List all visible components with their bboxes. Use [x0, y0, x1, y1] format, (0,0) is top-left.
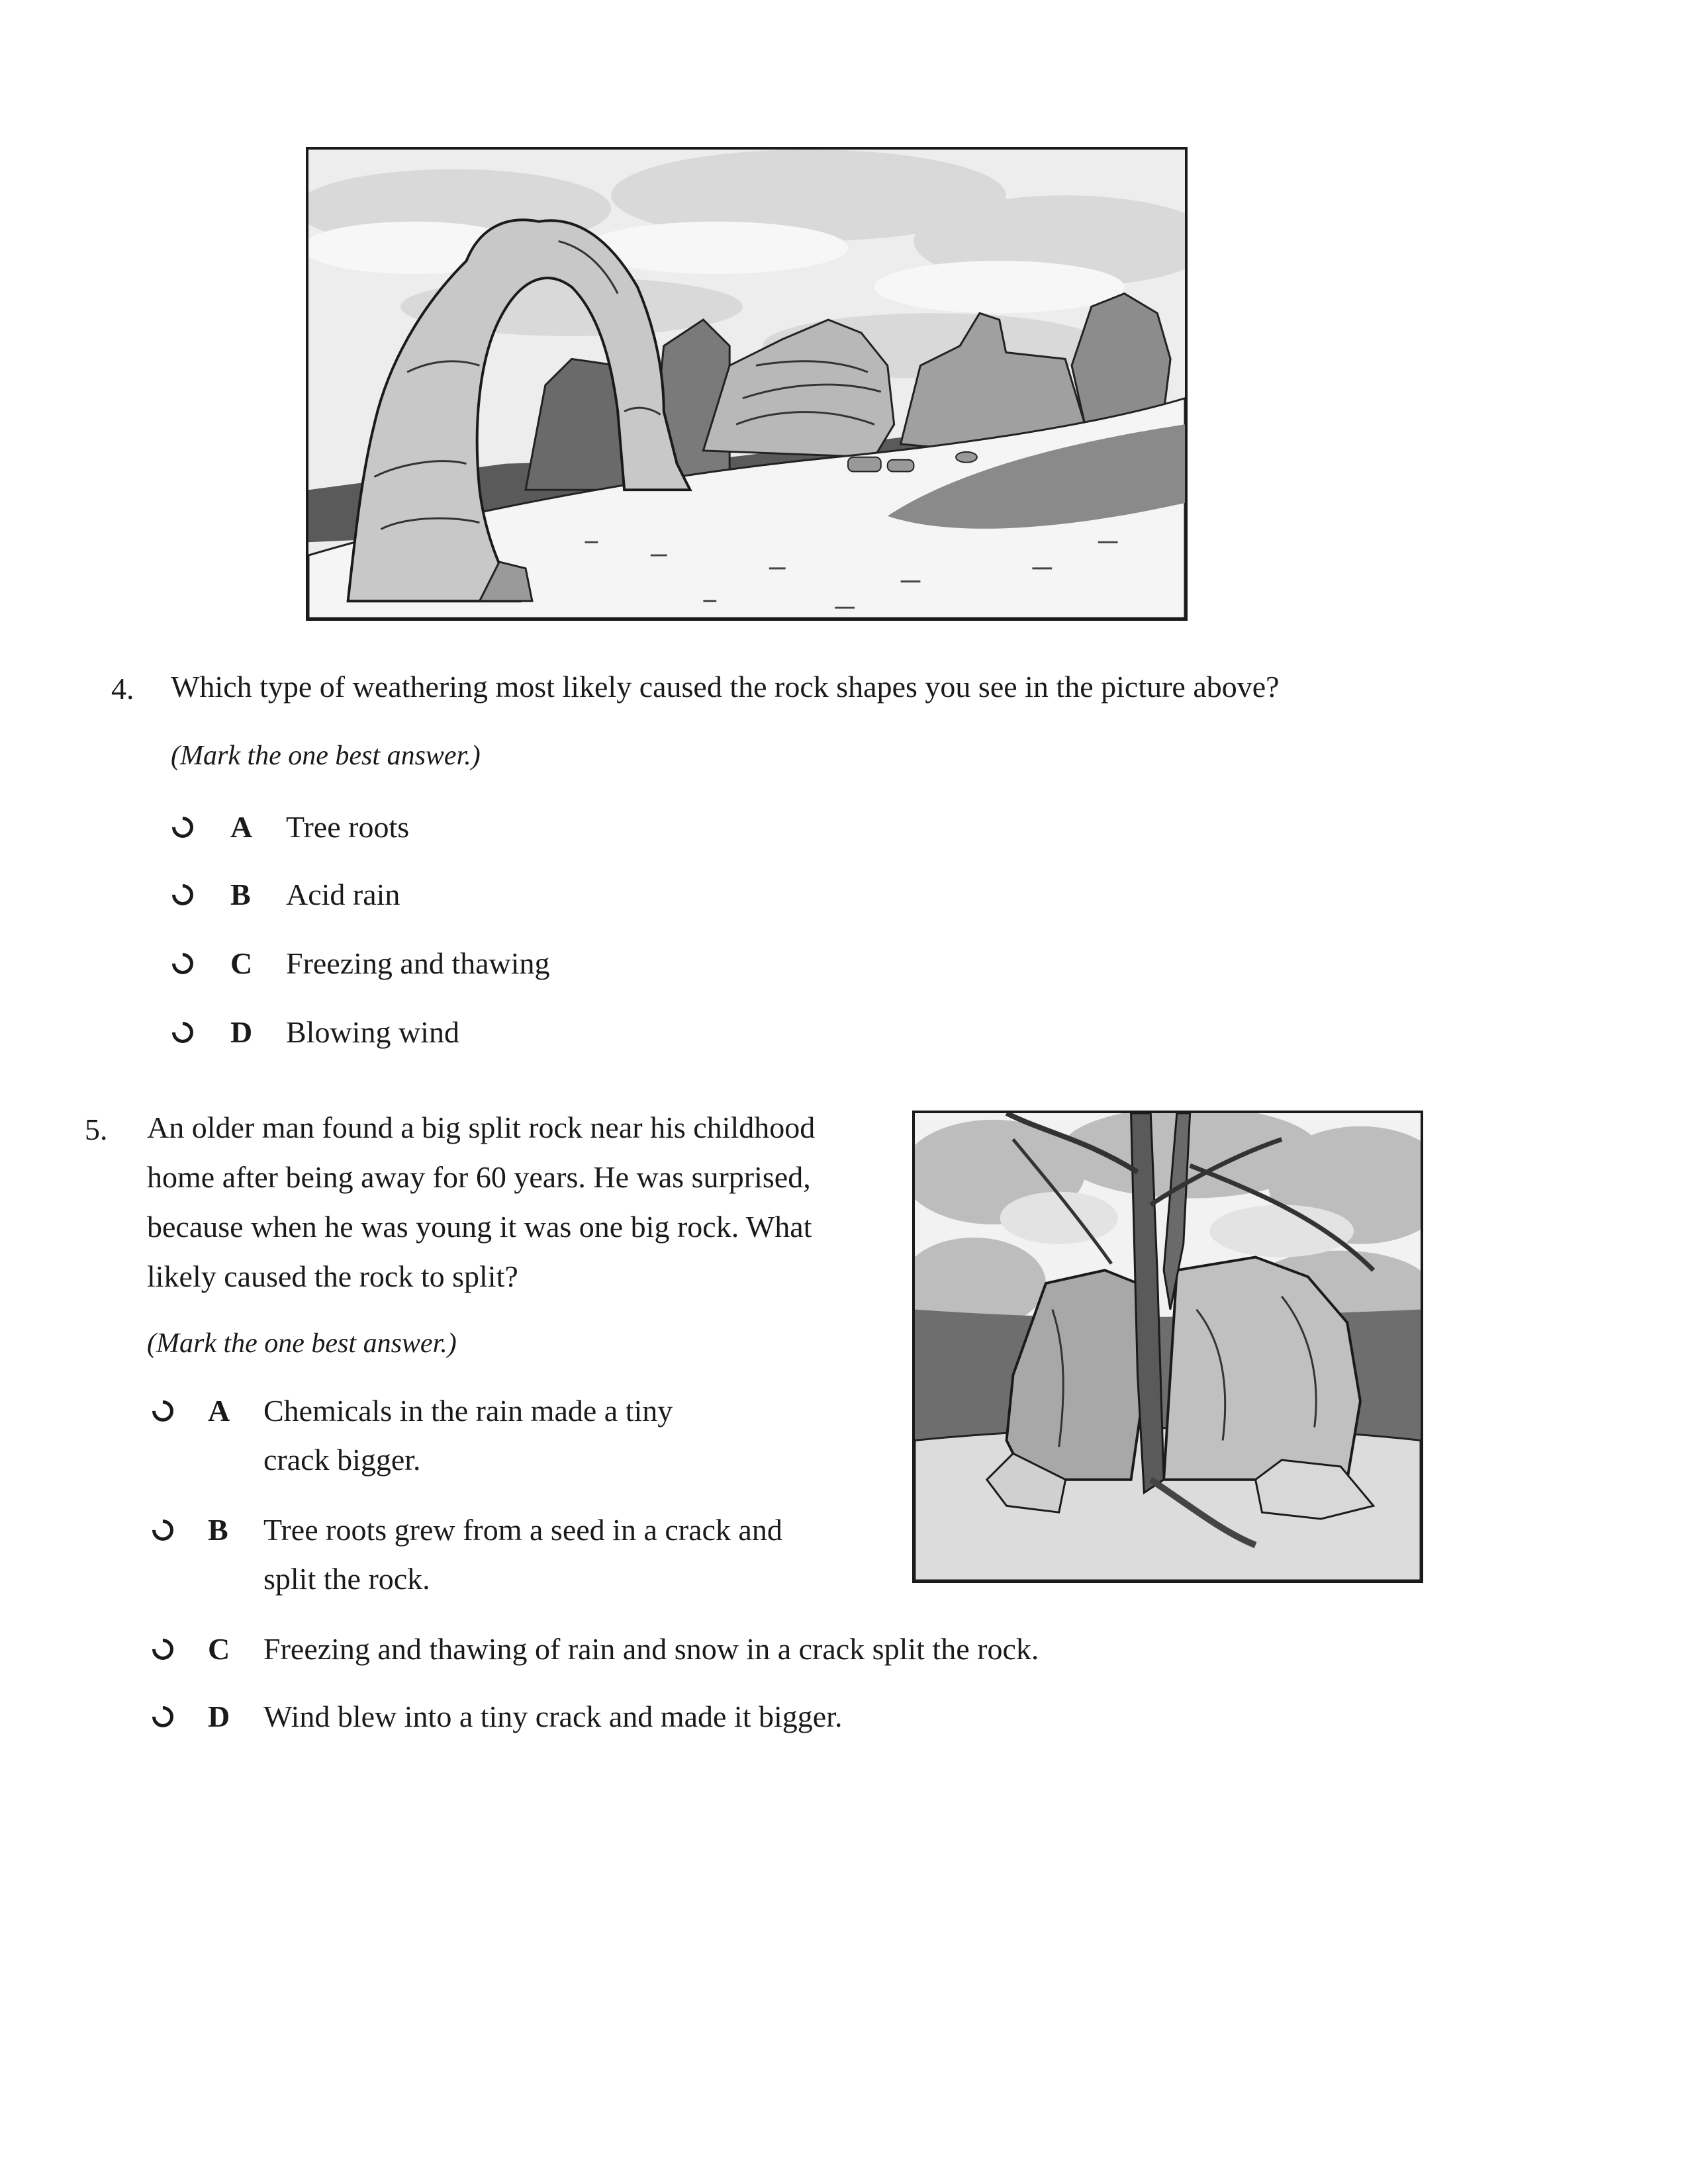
question-5-text-line: An older man found a big split rock near his childhood [147, 1111, 816, 1144]
question-5-option-a[interactable] [147, 1391, 875, 1490]
radio-bubble-icon[interactable] [167, 812, 197, 842]
question-4-text: Which type of weathering most likely caused the rock shapes you see in the picture above? [171, 670, 1280, 704]
option-letter: A [208, 1394, 230, 1428]
option-text-line: Freezing and thawing of rain and snow in a crack split the rock. [263, 1632, 1039, 1666]
question-5-instruction: (Mark the one best answer.) [147, 1328, 457, 1359]
question-4-number: 4. [111, 672, 134, 705]
radio-bubble-icon[interactable] [167, 1017, 197, 1047]
option-letter: A [230, 810, 253, 844]
option-text-line: crack bigger. [263, 1443, 421, 1477]
option-text-line: Tree roots grew from a seed in a crack and [263, 1513, 782, 1547]
option-text: Freezing and thawing [286, 946, 550, 980]
split-rock-illustration [912, 1111, 1423, 1583]
question-5-text-line: home after being away for 60 years. He was surprised, [147, 1160, 811, 1194]
question-5-text-line: likely caused the rock to split? [147, 1259, 518, 1293]
rock-arch-illustration [306, 147, 1188, 621]
option-letter: C [230, 946, 253, 980]
radio-bubble-icon[interactable] [167, 948, 197, 978]
option-text: Blowing wind [286, 1015, 459, 1049]
option-letter: D [230, 1015, 253, 1049]
question-5-option-d[interactable] [147, 1697, 1272, 1737]
question-5-option-b[interactable] [147, 1510, 875, 1610]
option-text-line: Chemicals in the rain made a tiny [263, 1394, 673, 1428]
question-4-option-d[interactable] [171, 1013, 634, 1052]
option-letter: D [208, 1700, 230, 1733]
question-5-option-c[interactable] [147, 1629, 1272, 1669]
question-5-text [147, 1103, 895, 1301]
question-4-option-c[interactable] [171, 944, 634, 983]
option-letter: B [208, 1513, 228, 1547]
option-text-line: split the rock. [263, 1562, 430, 1596]
question-5-number: 5. [85, 1113, 108, 1146]
option-text: Tree roots [286, 810, 410, 844]
rock-arch-icon [308, 150, 1185, 618]
option-text-line: Wind blew into a tiny crack and made it bigger. [263, 1700, 843, 1733]
question-5-text-line: because when he was young it was one big rock. What [147, 1210, 812, 1244]
question-4-option-a[interactable] [171, 807, 634, 847]
option-letter: C [208, 1632, 230, 1666]
split-rock-tree-icon [915, 1113, 1421, 1580]
option-text: Acid rain [286, 878, 400, 911]
radio-bubble-icon[interactable] [148, 1634, 177, 1664]
radio-bubble-icon[interactable] [148, 1702, 177, 1731]
question-4-instruction: (Mark the one best answer.) [171, 741, 481, 771]
radio-bubble-icon[interactable] [148, 1515, 177, 1545]
radio-bubble-icon[interactable] [167, 880, 197, 909]
question-4-option-b[interactable] [171, 875, 634, 915]
option-letter: B [230, 878, 251, 911]
radio-bubble-icon[interactable] [148, 1396, 177, 1426]
